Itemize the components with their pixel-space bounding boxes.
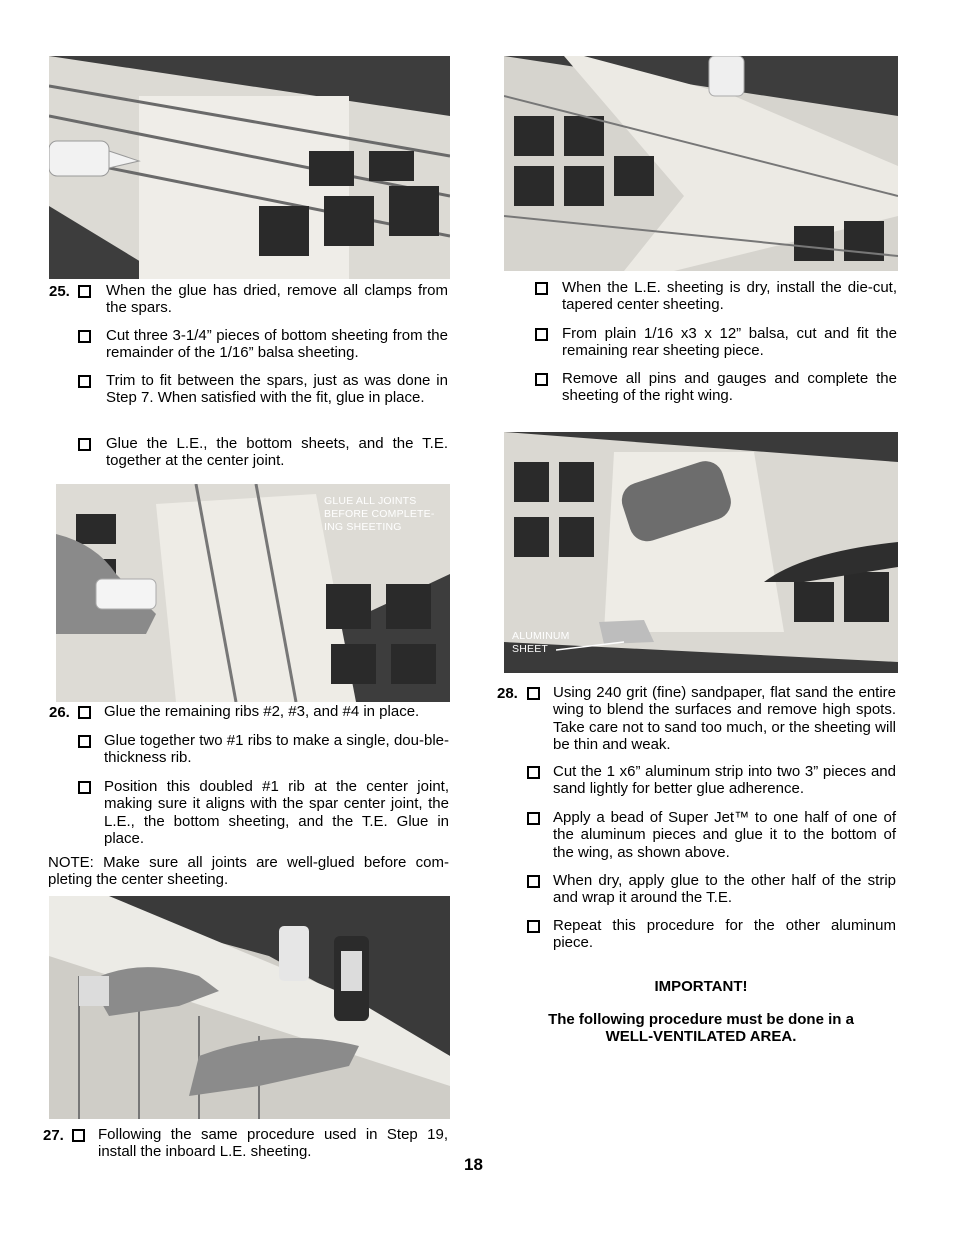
photo-wing-gluing	[49, 56, 450, 279]
instruction-text: Trim to fit between the spars, just as was done in Step 7. When satisfied with the fit, glue in place.	[106, 372, 448, 407]
checkbox[interactable]	[527, 920, 540, 933]
checkbox[interactable]	[535, 373, 548, 386]
step-number: 28.	[497, 685, 518, 702]
instruction-text: When dry, apply glue to the other half of the strip and wrap it around the T.E.	[553, 872, 896, 907]
checkbox[interactable]	[78, 285, 91, 298]
instruction-text: Cut the 1 x6” aluminum strip into two 3” pieces and sand lightly for better glue adherence.	[553, 763, 896, 798]
instruction-text: Cut three 3-1/4” pieces of bottom sheeting from the remainder of the 1/16” balsa sheeting.	[106, 327, 448, 362]
instruction-text: Using 240 grit (fine) sandpaper, flat sand the entire wing to blend the surfaces and remove high spots. Take care not to sand too much, or the sheeting will be thin and weak.	[553, 684, 896, 754]
instruction-text: From plain 1/16 x3 x 12” balsa, cut and fit the remaining rear sheeting piece.	[562, 325, 897, 360]
checkbox[interactable]	[527, 812, 540, 825]
checkbox[interactable]	[78, 735, 91, 748]
instruction-text: Glue the L.E., the bottom sheets, and the T.E. together at the center joint.	[106, 435, 448, 470]
instruction-text: When the L.E. sheeting is dry, install the die-cut, tapered center sheeting.	[562, 279, 897, 314]
checkbox[interactable]	[527, 875, 540, 888]
step-number: 25.	[49, 283, 70, 300]
checkbox[interactable]	[535, 282, 548, 295]
step-number: 26.	[49, 704, 70, 721]
instruction-text: Following the same procedure used in Step 19, install the inboard L.E. sheeting.	[98, 1126, 448, 1161]
important-text-line2: WELL-VENTILATED AREA.	[605, 1028, 797, 1045]
checkbox[interactable]	[78, 438, 91, 451]
photo-le-sheeting	[49, 896, 450, 1119]
important-heading: IMPORTANT!	[654, 978, 748, 995]
photo-center-sheeting	[504, 56, 898, 271]
checkbox[interactable]	[78, 330, 91, 343]
instruction-text: Position this doubled #1 rib at the center joint, making sure it aligns with the spar center joint, the L.E., the bottom sheeting, and the T.E. Glue in place.	[104, 778, 449, 848]
instruction-text: Apply a bead of Super Jet™ to one half of one of the aluminum pieces and glue it to the bottom of the wing, as shown above.	[553, 809, 896, 861]
caption-pointer-line	[556, 640, 626, 652]
instruction-text: Glue together two #1 ribs to make a single, dou-ble-thickness rib.	[104, 732, 449, 767]
instruction-text: Glue the remaining ribs #2, #3, and #4 in place.	[104, 703, 420, 720]
checkbox[interactable]	[78, 375, 91, 388]
instruction-text: Remove all pins and gauges and complete the sheeting of the right wing.	[562, 370, 897, 405]
photo-caption: ALUMINUM SHEET	[512, 630, 570, 655]
note-text: NOTE: Make sure all joints are well-glued before com-pleting the center sheeting.	[48, 854, 449, 889]
instruction-text: When the glue has dried, remove all clamps from the spars.	[106, 282, 448, 317]
checkbox[interactable]	[535, 328, 548, 341]
checkbox[interactable]	[527, 766, 540, 779]
checkbox[interactable]	[72, 1129, 85, 1142]
important-text-line1: The following procedure must be done in a	[548, 1011, 854, 1028]
checkbox[interactable]	[527, 687, 540, 700]
photo-glue-joints	[56, 484, 450, 702]
checkbox[interactable]	[78, 781, 91, 794]
step-number: 27.	[43, 1127, 64, 1144]
page-number: 18	[464, 1155, 483, 1174]
checkbox[interactable]	[78, 706, 91, 719]
photo-sanding	[504, 432, 898, 673]
photo-caption: GLUE ALL JOINTS BEFORE COMPLETE- ING SHEETING	[324, 495, 435, 533]
instruction-text: Repeat this procedure for the other aluminum piece.	[553, 917, 896, 952]
